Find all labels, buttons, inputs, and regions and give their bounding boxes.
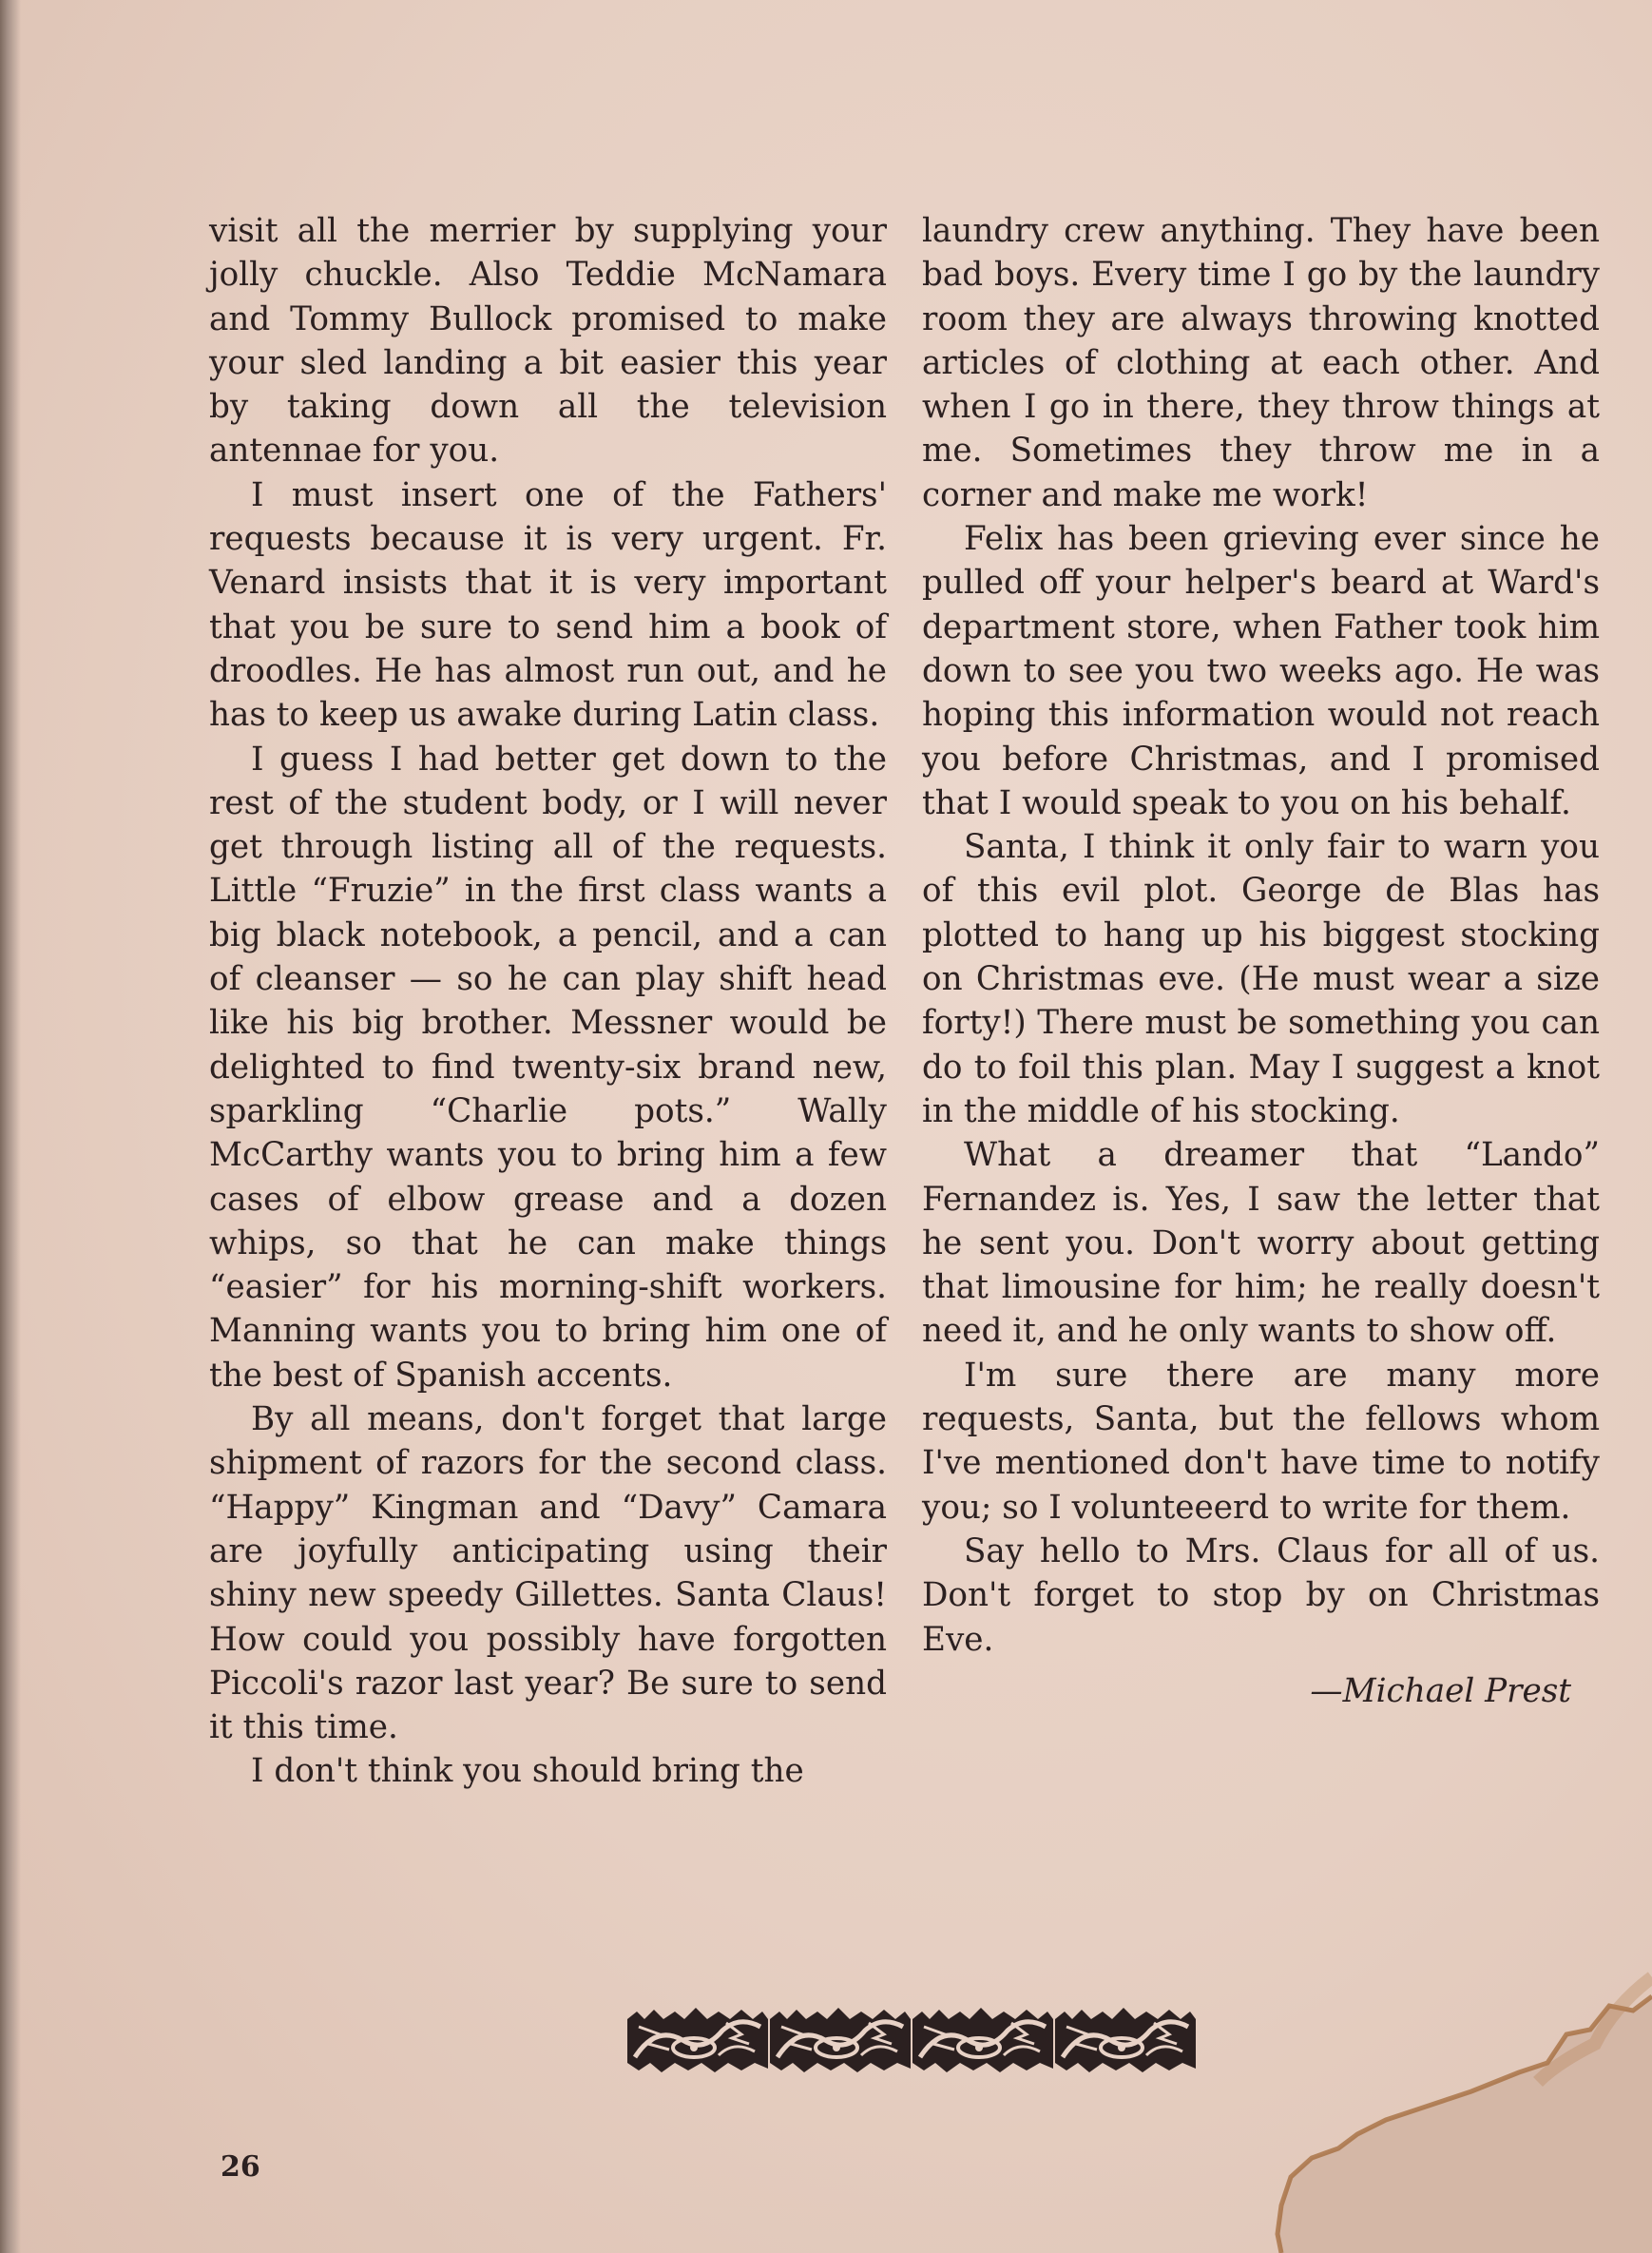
page-number: 26: [221, 2150, 260, 2184]
paragraph: I must insert one of the Fathers' requests because it is very urgent. Fr. Venard insists that it is very important that you be sure to send him a book of droodles. He has almost run out, and he has to keep us awake during Latin class.: [209, 475, 887, 735]
paragraph: By all means, don't forget that large shipment of razors for the second class. “Happy” Kingman and “Davy” Camara are joyfully anticipating using their shiny new speedy Gillettes. Santa Claus! How could you possibly have forgotten Piccoli's razor last year? Be sure to send it this time.: [209, 1400, 887, 1747]
left-column: [209, 209, 887, 1794]
paragraph: I'm sure there are many more requests, Santa, but the fellows whom I've mentioned don't have time to notify you; so I volunteeerd to write for them.: [922, 1356, 1600, 1527]
paragraph: laundry crew anything. They have been bad boys. Every time I go by the laundry room they are always throwing knotted articles of clothing at each other. And when I go in there, they throw things at me. Sometimes they throw me in a corner and make me work!: [922, 212, 1600, 514]
right-column: [922, 209, 1600, 1713]
paragraph: Felix has been grieving ever since he pulled off your helper's beard at Ward's department store, when Father took him down to see you two weeks ago. He was hoping this information would not reach you before Christmas, and I promised that I would speak to you on his behalf.: [922, 520, 1600, 822]
paragraph: Say hello to Mrs. Claus for all of us. Don't forget to stop by on Christmas Eve.: [922, 1531, 1600, 1659]
binding-shadow: [0, 0, 21, 2253]
paragraph: I don't think you should bring the: [251, 1752, 804, 1791]
paragraph: What a dreamer that “Lando” Fernandez is. Yes, I saw the letter that he sent you. Don't worry about getting that limousine for him; he really doesn't need it, and he only wants to show off.: [922, 1136, 1600, 1351]
author-signature: —Michael Prest: [1310, 1671, 1571, 1710]
paragraph: Santa, I think it only fair to warn you of this evil plot. George de Blas has plotted to hang up his biggest stocking on Christmas eve. (He must wear a size forty!) There must be something you can do to foil this plan. May I suggest a knot in the middle of his stocking.: [922, 828, 1600, 1130]
paragraph: I guess I had better get down to the rest of the student body, or I will never get through listing all of the requests. Little “Fruzie” in the first class wants a big black notebook, a pencil, and a can of cleanser — so he can play shift head like his big brother. Messner would be delighted to find twenty-six brand new, sparkling “Charlie pots.” Wally McCarthy wants you to bring him a few cases of elbow grease and a dozen whips, so that he can make things “easier” for his morning-shift workers. Manning wants you to bring him one of the best of Spanish accents.: [209, 740, 887, 1395]
torn-corner-stain: [1063, 1939, 1652, 2253]
paragraph: visit all the merrier by supplying your jolly chuckle. Also Teddie McNamara and Tommy Bullock promised to make your sled landing a bit easier this year by taking down all the television antennae for you.: [209, 212, 887, 471]
